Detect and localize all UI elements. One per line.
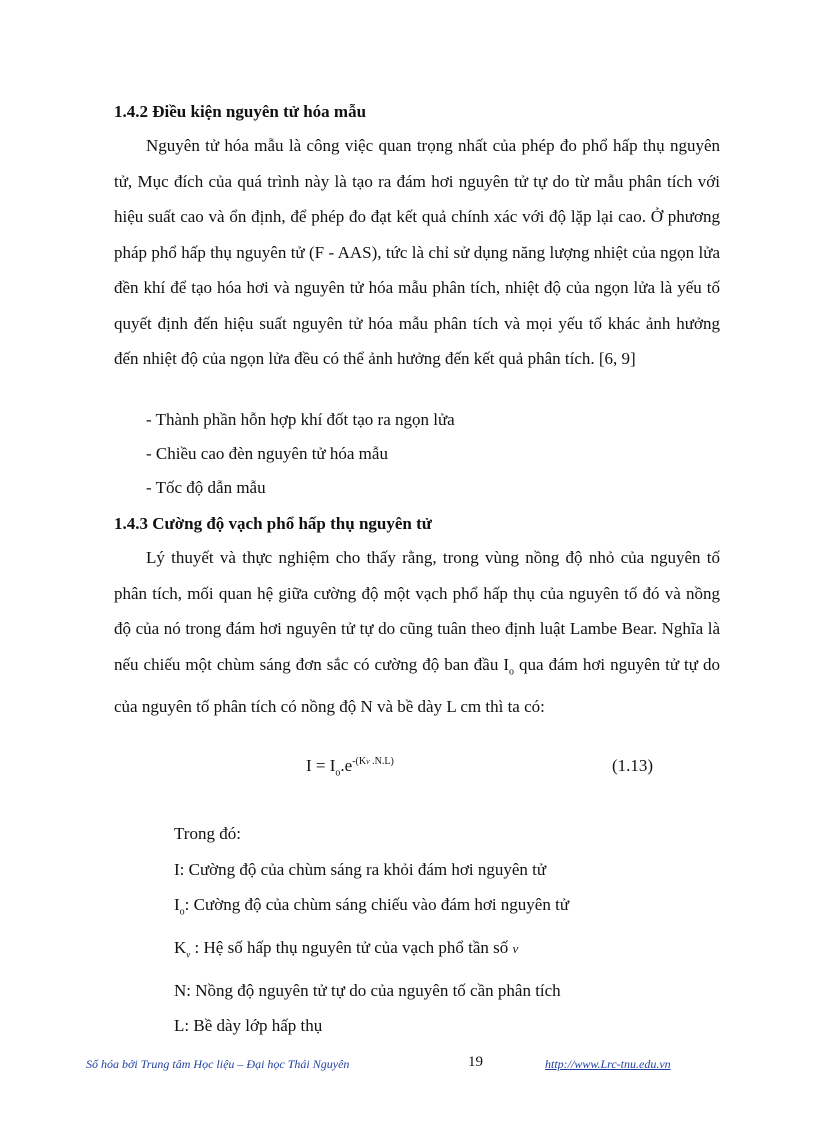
definitions-list (174, 816, 569, 1044)
definition-l: L: Bề dày lớp hấp thụ (174, 1016, 323, 1036)
definition-io (174, 887, 569, 930)
paragraph-lambert-beer-text-b: qua đám hơi nguyên tử tự do của nguyên tố phân tích có nồng độ N và bề dày L cm thì ta có: (114, 654, 721, 717)
definition-i: I: Cường độ của chùm sáng ra khỏi đám hơi nguyên tử (174, 859, 547, 879)
io-sub: o (179, 906, 185, 918)
equation-number: (1.13) (612, 756, 654, 775)
k-nu: ν (512, 940, 519, 956)
io-symbol: I (174, 895, 180, 914)
subscript-o: o (509, 665, 515, 677)
section-heading-1-4-2: 1.4.2 Điều kiện nguyên tử hóa mẫu (114, 102, 367, 121)
footer-link[interactable]: http://www.Lrc-tnu.edu.vn (545, 1057, 671, 1071)
formula-exponent-start: -(K (352, 756, 367, 768)
bullet-item: - Thành phần hỗn hợp khí đốt tạo ra ngọn lửa (146, 410, 455, 429)
k-text: : Hệ số hấp thụ nguyên tử của vạch phổ tần số (190, 937, 513, 957)
formula-exponent (352, 756, 394, 767)
bullet-item: - Chiều cao đèn nguyên tử hóa mẫu (146, 444, 388, 463)
definition-n: N: Nồng độ nguyên tử tự do của nguyên tố cần phân tích (174, 980, 561, 1000)
bullet-list (146, 403, 455, 505)
bullet-item: - Tốc độ dẫn mẫu (146, 478, 266, 497)
formula-mid: .e (340, 756, 353, 775)
section-heading-1-4-3: 1.4.3 Cường độ vạch phổ hấp thụ nguyên tử (114, 514, 432, 533)
formula-nu: ν (366, 757, 370, 767)
formula-exponent-end: .N.L) (369, 756, 394, 768)
io-text: : Cường độ của chùm sáng chiếu vào đám hơi nguyên tử (184, 895, 570, 914)
formula-lhs: I = I (306, 756, 336, 775)
formula-sub: o (335, 767, 341, 779)
formula-1-13 (306, 756, 394, 778)
paragraph-lambert-beer (114, 540, 720, 725)
page-number: 19 (468, 1054, 483, 1070)
footer-credit: Số hóa bởi Trung tâm Học liệu – Đại học Thái Nguyên (86, 1057, 350, 1071)
paragraph-atomization (114, 128, 720, 377)
definition-k (174, 930, 569, 973)
k-sub: ν (186, 949, 191, 960)
k-symbol: K (174, 937, 187, 957)
paragraph-lambert-beer-text-a: Lý thuyết và thực nghiệm cho thấy rằng, trong vùng nồng độ nhỏ của nguyên tố phân tích, mối quan hệ giữa cường độ một vạch phổ hấp thụ của nguyên tố đó và nồng độ của nó trong đám hơi nguyên tử tự do cũng tuân theo định luật Lambe Bear. Nghĩa là nếu chiếu một chùm sáng đơn sắc có cường độ ban đầu I (114, 548, 720, 674)
where-label: Trong đó: (174, 824, 241, 843)
paragraph-atomization-text: Nguyên tử hóa mẫu là công việc quan trọng nhất của phép đo phổ hấp thụ nguyên tử, Mục đích của quá trình này là tạo ra đám hơi nguyên tử tự do từ mẫu phân tích với hiệu suất cao và ổn định, để phép đo đạt kết quả chính xác với độ lặp lại cao. Ở phương pháp phổ hấp thụ nguyên tử (F - AAS), tức là chỉ sử dụng năng lượng nhiệt của ngọn lửa đền khí để tạo hóa hơi và nguyên tử hóa mẫu phân tích, nhiệt độ của ngọn lửa là yếu tố quyết định đến hiệu suất nguyên tử hóa mẫu phân tích và mọi yếu tố khác ảnh hưởng đến nhiệt độ của ngọn lửa đều có thể ảnh hưởng đến kết quả phân tích. [6, 9] (114, 136, 720, 368)
